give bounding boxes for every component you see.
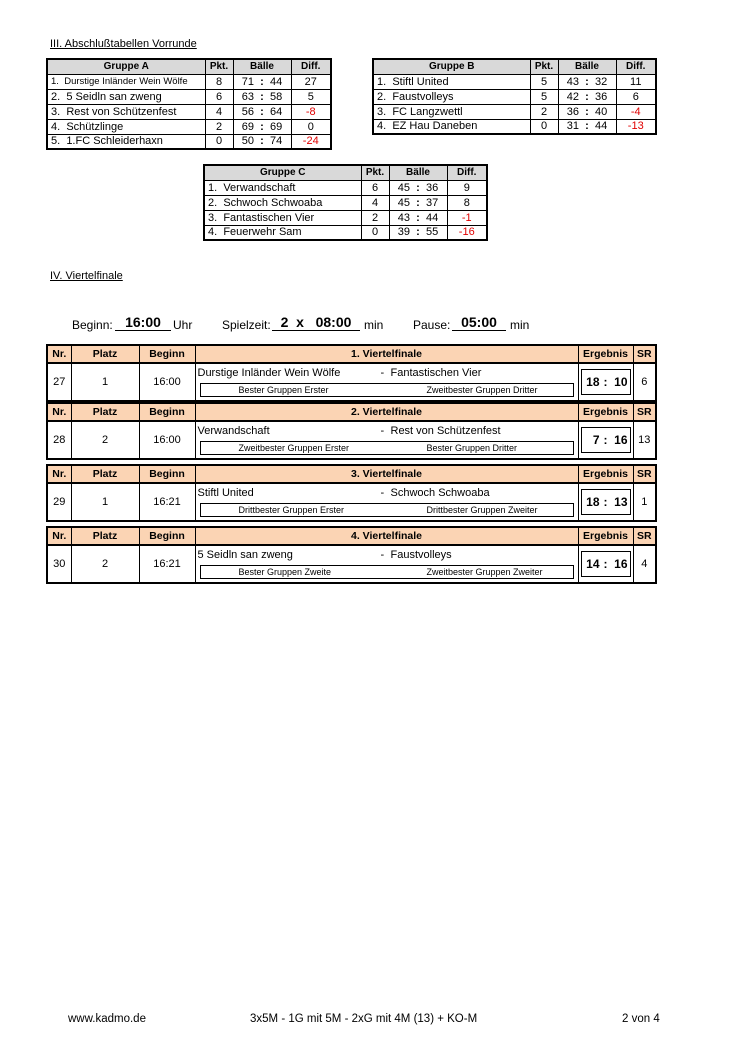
table-row: 2. Schwoch Schwoaba 4 45 : 37 8 [204, 195, 487, 210]
pause-value: 05:00 [452, 314, 506, 331]
table-row: 2. 5 Seidln san zweng 6 63 : 58 5 [47, 89, 331, 104]
team-name: Stiftl United [392, 75, 449, 88]
match-row: 28 2 16:00 Verwandschaft - Rest von Schützenfest Zweitbester Gruppen Erster Bester Gruppen Dritter 7 : 16 13 [47, 421, 656, 459]
group-a-table [46, 58, 332, 150]
team2: Faustvolleys [390, 549, 452, 561]
viertelfinale-2-table: Nr. Platz Beginn 2. Viertelfinale Ergebnis SR 28 2 16:00 Verwandschaft - Rest von Schützenfest Zweitbester Gruppen Erster Bester Gruppen Dritter 7 : 16 13 [46, 402, 657, 460]
team-name: EZ Hau Daneben [392, 120, 478, 133]
table-row: 3. Rest von Schützenfest 4 56 : 64 -8 [47, 104, 331, 119]
beginn-label: Beginn: [72, 318, 113, 332]
group-c-table [203, 164, 488, 241]
table-row: 3. FC Langzwettl 2 36 : 40 -4 [373, 104, 656, 119]
header-diff: Diff. [616, 59, 656, 74]
group-name: Gruppe B [373, 59, 530, 74]
group-name: Gruppe C [204, 165, 361, 180]
team2: Rest von Schützenfest [390, 425, 501, 437]
table-row: 1. Durstige Inländer Wein Wölfe 8 71 : 44 27 [47, 74, 331, 89]
table-row: 4. Schützlinge 2 69 : 69 0 [47, 119, 331, 134]
match-title: 1. Viertelfinale [195, 345, 578, 363]
spielzeit-label: Spielzeit: [222, 318, 271, 332]
table-row: 2. Faustvolleys 5 42 : 36 6 [373, 89, 656, 104]
team-name: Feuerwehr Sam [223, 226, 302, 239]
group-name: Gruppe A [47, 59, 205, 74]
table-row: 4. Feuerwehr Sam 0 39 : 55 -16 [204, 225, 487, 240]
match-title: 2. Viertelfinale [195, 403, 578, 421]
team-name: Verwandschaft [223, 181, 296, 194]
team-name: 1.FC Schleiderhaxn [66, 135, 163, 148]
match-title: 4. Viertelfinale [195, 527, 578, 545]
match-row: 29 1 16:21 Stiftl United - Schwoch Schwoaba Drittbester Gruppen Erster Drittbester Gruppen Zweiter 18 : 13 1 [47, 483, 656, 521]
header-pkt: Pkt. [530, 59, 558, 74]
header-diff: Diff. [447, 165, 487, 180]
header-baelle: Bälle [558, 59, 616, 74]
table-row: 1. Stiftl United 5 43 : 32 11 [373, 74, 656, 89]
team-name: Schwoch Schwoaba [223, 196, 323, 209]
team2: Schwoch Schwoaba [390, 487, 490, 499]
result: 18 : 13 [581, 489, 631, 515]
header-pkt: Pkt. [361, 165, 389, 180]
footer-page-number: 2 von 4 [622, 1013, 660, 1025]
viertelfinale-4-table: Nr. Platz Beginn 4. Viertelfinale Ergebnis SR 30 2 16:21 5 Seidln san zweng - Faustvolleys Bester Gruppen Zweite Zweitbester Gruppen Zweiter 14 : 16 4 [46, 526, 657, 584]
header-baelle: Bälle [389, 165, 447, 180]
table-row: 4. EZ Hau Daneben 0 31 : 44 -13 [373, 119, 656, 134]
result: 14 : 16 [581, 551, 631, 577]
team1: Stiftl United [197, 487, 254, 499]
viertelfinale-3-table: Nr. Platz Beginn 3. Viertelfinale Ergebnis SR 29 1 16:21 Stiftl United - Schwoch Schwoaba Drittbester Gruppen Erster Drittbester Gruppen Zweiter 18 : 13 1 [46, 464, 657, 522]
pause-label: Pause: [413, 318, 451, 332]
result: 7 : 16 [581, 427, 631, 453]
match-title: 3. Viertelfinale [195, 465, 578, 483]
team1: 5 Seidln san zweng [197, 549, 293, 561]
min-label: min [364, 318, 384, 332]
min-label: min [510, 318, 530, 332]
group-b-table [372, 58, 657, 135]
team1: Verwandschaft [197, 425, 270, 437]
section-title-viertelfinale: IV. Viertelfinale [50, 270, 123, 282]
footer-tournament-mode: 3x5M - 1G mit 5M - 2xG mit 4M (13) + KO-M [250, 1013, 478, 1025]
footer-website: www.kadmo.de [68, 1013, 146, 1025]
team-name: 5 Seidln san zweng [66, 90, 162, 103]
team-name: Rest von Schützenfest [66, 105, 177, 118]
team-name: FC Langzwettl [392, 105, 463, 118]
uhr-label: Uhr [173, 318, 193, 332]
team-name: Schützlinge [66, 120, 124, 133]
team-name: Durstige Inländer Wein Wölfe [64, 76, 188, 87]
header-diff: Diff. [291, 59, 331, 74]
viertelfinale-1-table: Nr. Platz Beginn 1. Viertelfinale Ergebnis SR 27 1 16:00 Durstige Inländer Wein Wölfe - Fantastischen Vier Bester Gruppen Erster Zweitbester Gruppen Dritter 18 : 10 6 [46, 344, 657, 402]
table-row: 1. Verwandschaft 6 45 : 36 9 [204, 180, 487, 195]
team1: Durstige Inländer Wein Wölfe [197, 367, 341, 379]
table-row: 3. Fantastischen Vier 2 43 : 44 -1 [204, 210, 487, 225]
beginn-value: 16:00 [115, 314, 171, 331]
header-baelle: Bälle [233, 59, 291, 74]
header-pkt: Pkt. [205, 59, 233, 74]
result: 18 : 10 [581, 369, 631, 395]
team2: Fantastischen Vier [390, 367, 482, 379]
table-row: 5. 1.FC Schleiderhaxn 0 50 : 74 -24 [47, 134, 331, 149]
spielzeit-value: 2 x 08:00 [272, 314, 360, 331]
team-name: Faustvolleys [392, 90, 454, 103]
team-name: Fantastischen Vier [223, 211, 315, 224]
match-row: 27 1 16:00 Durstige Inländer Wein Wölfe - Fantastischen Vier Bester Gruppen Erster Zweitbester Gruppen Dritter 18 : 10 6 [47, 363, 656, 401]
match-row: 30 2 16:21 5 Seidln san zweng - Faustvolleys Bester Gruppen Zweite Zweitbester Gruppen Zweiter 14 : 16 4 [47, 545, 656, 583]
section-title-vorrunde: III. Abschlußtabellen Vorrunde [50, 38, 197, 50]
